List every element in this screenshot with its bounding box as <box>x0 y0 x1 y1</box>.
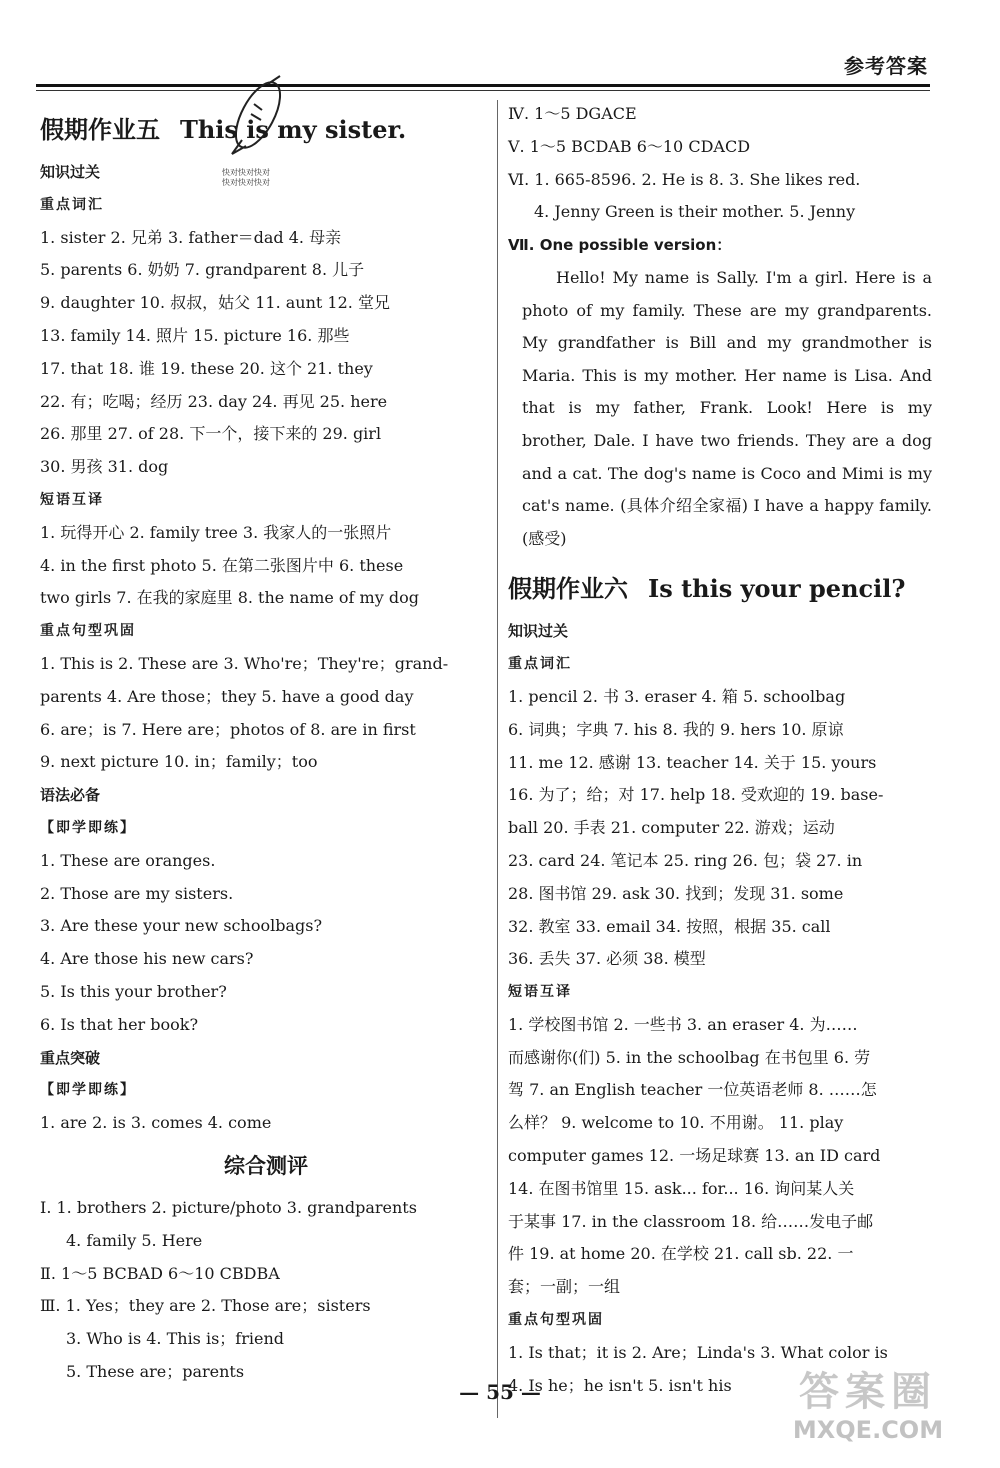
answer-line: 11. me 12. 感谢 13. teacher 14. 关于 15. yours <box>508 752 877 772</box>
answer-line: 1. pencil 2. 书 3. eraser 4. 箱 5. schoolbag <box>508 686 846 706</box>
header-rule-thick <box>36 84 930 87</box>
hw6-title-en: Is this your pencil? <box>648 574 906 604</box>
answer-line: 1. are 2. is 3. comes 4. come <box>40 1113 272 1133</box>
hw6-subsection-sentences: 重点句型巩固 <box>508 1312 604 1329</box>
header-label: 参考答案 <box>844 54 928 78</box>
left-column <box>40 104 492 1389</box>
hw5-subsection-sentences: 重点句型巩固 <box>40 623 136 640</box>
answer-line: 9. next picture 10. in；family；too <box>40 752 318 772</box>
answer-line: 13. family 14. 照片 15. picture 16. 那些 <box>40 325 350 345</box>
answer-line: 16. 为了；给；对 17. help 18. 受欢迎的 19. base- <box>508 785 884 805</box>
stamp-caption-line: 快对快对快对 <box>222 178 270 187</box>
answer-line: 23. card 24. 笔记本 25. ring 26. 包；袋 27. in <box>508 850 863 870</box>
answer-line: 22. 有；吃喝；经历 23. day 24. 再见 25. here <box>40 391 388 411</box>
hw5-title-cn: 假期作业五 <box>40 116 160 144</box>
answer-line: computer games 12. 一场足球赛 13. an ID card <box>508 1146 881 1166</box>
answer-line: 于某事 17. in the classroom 18. 给……发电子邮 <box>508 1211 874 1231</box>
answer-line: 4. in the first photo 5. 在第二张图片中 6. these <box>40 555 404 575</box>
answer-line: Ⅵ. 1. 665-8596. 2. He is 8. 3. She likes red. <box>508 169 861 189</box>
hw5-section-grammar: 语法必备 <box>40 786 101 805</box>
answer-line: 17. that 18. 谁 19. these 20. 这个 21. they <box>40 358 373 378</box>
answer-line: 1. 学校图书馆 2. 一些书 3. an eraser 4. 为…… <box>508 1014 858 1034</box>
answer-line: 5. parents 6. 奶奶 7. grandparent 8. 儿子 <box>40 260 365 280</box>
hw5-title <box>40 104 492 156</box>
answer-line: Ⅴ. 1～5 BCDAB 6～10 CDACD <box>508 136 751 156</box>
answer-line: Ⅳ. 1～5 DGACE <box>508 104 637 123</box>
answer-line: 4. Jenny Green is their mother. 5. Jenny <box>534 202 856 222</box>
answer-line: 1. These are oranges. <box>40 850 216 870</box>
answer-line: 1. Is that；it is 2. Are；Linda's 3. What color is <box>508 1342 888 1362</box>
answer-line: 1. 玩得开心 2. family tree 3. 我家人的一张照片 <box>40 522 392 542</box>
hw5-subsection-vocab: 重点词汇 <box>40 196 104 213</box>
answer-line: 1. sister 2. 兄弟 3. father＝dad 4. 母亲 <box>40 227 342 247</box>
answer-line: 4. Are those his new cars? <box>40 949 254 969</box>
watermark-logo <box>758 1368 978 1454</box>
answer-line: 14. 在图书馆里 15. ask... for... 16. 询问某人关 <box>508 1178 855 1198</box>
watermark-url: MXQE.COM <box>792 1416 944 1444</box>
answer-line: 驾 7. an English teacher 一位英语老师 8. ……怎 <box>508 1080 877 1100</box>
stamp-caption-line: 快对快对快对 <box>222 168 270 177</box>
answer-line: 6. are；is 7. Here are；photos of 8. are in first <box>40 719 416 739</box>
right-column <box>508 98 932 1402</box>
answer-line: 26. 那里 27. of 28. 下一个，接下来的 29. girl <box>40 424 382 444</box>
hw5-practice-label: 【即学即练】 <box>40 1082 136 1099</box>
answer-line: 2. Those are my sisters. <box>40 883 234 903</box>
answer-line: 3. Who is 4. This is；friend <box>66 1329 285 1349</box>
review-title: 综合测评 <box>224 1153 308 1178</box>
answer-line: ball 20. 手表 21. computer 22. 游戏；运动 <box>508 818 835 838</box>
answer-line: 么样？ 9. welcome to 10. 不用谢。 11. play <box>508 1113 844 1133</box>
hw6-subsection-phrases: 短语互译 <box>508 984 572 1001</box>
page-number: — 55 — <box>459 1380 541 1404</box>
answer-line: 1. This is 2. These are 3. Who're；They're；grand- <box>40 653 449 673</box>
answer-line: 32. 教室 33. email 34. 按照，根据 35. call <box>508 916 831 936</box>
hw5-practice-label: 【即学即练】 <box>40 819 136 836</box>
answer-line: 件 19. at home 20. 在学校 21. call sb. 22. 一 <box>508 1244 854 1264</box>
answer-line: two girls 7. 在我的家庭里 8. the name of my dog <box>40 588 419 608</box>
hw6-section-knowledge: 知识过关 <box>508 622 569 641</box>
answer-line: 6. 词典；字典 7. his 8. 我的 9. hers 10. 原谅 <box>508 719 844 739</box>
essay-paragraph: Hello! My name is Sally. I'm a girl. Here is a photo of my family. These are my grandparents. My grandfather is Bill and my grandmother is Maria. This is my mother. Her name is Lisa. And that is my father, Frank. Look! Here is my brother, Dale. I have two friends. They are a dog and a cat. The dog's name is Coco and Mimi is my cat's name. (具体介绍全家福) I have a happy family. (感受) <box>522 267 932 548</box>
answer-line: Ⅰ. 1. brothers 2. picture/photo 3. grandparents <box>40 1197 417 1217</box>
answer-line: 30. 男孩 31. dog <box>40 457 169 477</box>
hw6-title-cn: 假期作业六 <box>508 575 628 604</box>
answer-line: Ⅲ. 1. Yes；they are 2. Those are；sisters <box>40 1296 371 1316</box>
watermark-text: 答案圈 <box>799 1369 937 1415</box>
answer-line: 而感谢你(们) 5. in the schoolbag 在书包里 6. 劳 <box>508 1047 871 1067</box>
hw5-section-knowledge: 知识过关 <box>40 163 101 181</box>
hw5-subsection-phrases: 短语互译 <box>40 491 104 508</box>
hw5-section-breakthrough: 重点突破 <box>40 1048 101 1067</box>
hw5-title-en: This is my sister. <box>180 115 407 144</box>
answer-line: 4. Is he；he isn't 5. isn't his <box>508 1375 732 1395</box>
answer-line: 4. family 5. Here <box>66 1230 203 1250</box>
answer-line: 5. These are；parents <box>66 1361 245 1381</box>
answer-line: 6. Is that her book? <box>40 1014 199 1034</box>
answer-line: 5. Is this your brother? <box>40 981 227 1001</box>
answer-line: 套；一副；一组 <box>508 1277 621 1297</box>
answer-line: parents 4. Are those；they 5. have a good day <box>40 686 414 706</box>
hw6-subsection-vocab: 重点词汇 <box>508 656 572 673</box>
answer-line: 28. 图书馆 29. ask 30. 找到；发现 31. some <box>508 883 844 903</box>
header-rule-thin <box>36 90 930 91</box>
column-divider <box>497 100 498 1418</box>
answer-line: 3. Are these your new schoolbags? <box>40 916 323 936</box>
answer-line: Ⅱ. 1～5 BCBAD 6～10 CBDBA <box>40 1263 280 1283</box>
essay-version-label: Ⅶ. One possible version： <box>508 236 732 255</box>
answer-line: 9. daughter 10. 叔叔，姑父 11. aunt 12. 堂兄 <box>40 293 390 313</box>
hw6-title <box>508 563 932 615</box>
answer-line: 36. 丢失 37. 必须 38. 模型 <box>508 949 706 969</box>
